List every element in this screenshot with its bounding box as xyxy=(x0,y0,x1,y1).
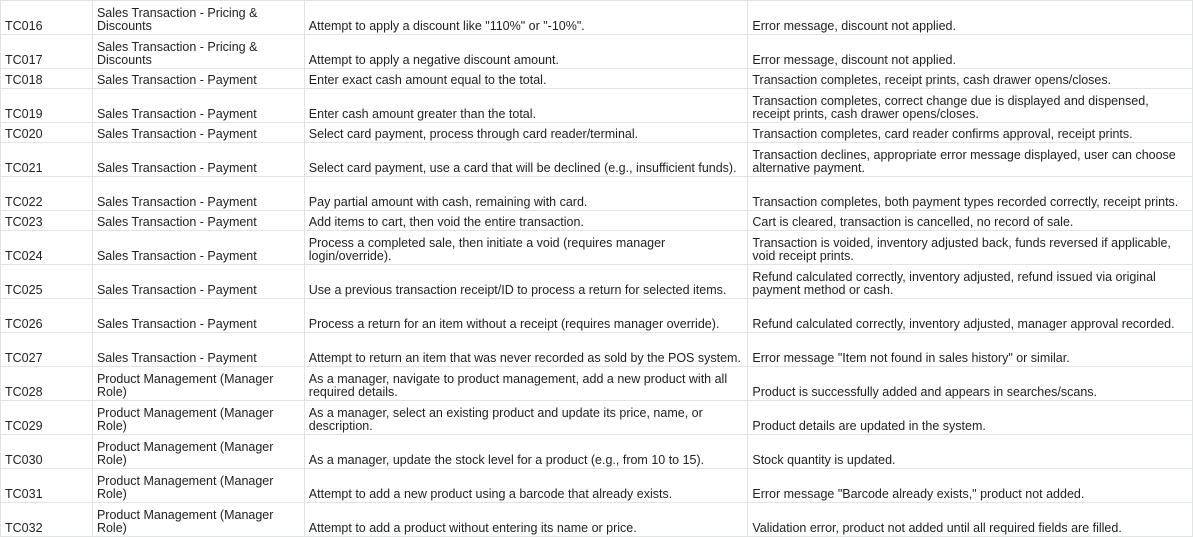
cell-test-id[interactable]: TC021 xyxy=(1,143,93,177)
cell-expected-result[interactable]: Validation error, product not added until all required fields are filled. xyxy=(748,503,1193,537)
cell-test-step[interactable]: As a manager, select an existing product and update its price, name, or description. xyxy=(304,401,748,435)
cell-expected-result[interactable]: Transaction is voided, inventory adjusted back, funds reversed if applicable, void receipt prints. xyxy=(748,231,1193,265)
cell-module[interactable]: Sales Transaction - Payment xyxy=(92,143,304,177)
cell-expected-result[interactable]: Transaction completes, receipt prints, cash drawer opens/closes. xyxy=(748,69,1193,89)
cell-module[interactable]: Product Management (Manager Role) xyxy=(92,401,304,435)
cell-expected-result[interactable]: Product is successfully added and appears in searches/scans. xyxy=(748,367,1193,401)
cell-test-step[interactable]: Add items to cart, then void the entire transaction. xyxy=(304,211,748,231)
cell-expected-result[interactable]: Error message "Item not found in sales history" or similar. xyxy=(748,333,1193,367)
cell-expected-result[interactable]: Transaction declines, appropriate error message displayed, user can choose alternative payment. xyxy=(748,143,1193,177)
table-row xyxy=(1,265,1193,299)
cell-test-step[interactable]: Enter cash amount greater than the total. xyxy=(304,89,748,123)
table-row xyxy=(1,69,1193,89)
cell-module[interactable]: Sales Transaction - Pricing & Discounts xyxy=(92,35,304,69)
cell-module[interactable]: Sales Transaction - Pricing & Discounts xyxy=(92,1,304,35)
table-row xyxy=(1,1,1193,35)
cell-test-step[interactable]: Select card payment, process through card reader/terminal. xyxy=(304,123,748,143)
table-row xyxy=(1,211,1193,231)
cell-expected-result[interactable]: Product details are updated in the system. xyxy=(748,401,1193,435)
cell-module[interactable]: Product Management (Manager Role) xyxy=(92,367,304,401)
cell-test-id[interactable]: TC017 xyxy=(1,35,93,69)
cell-module[interactable]: Sales Transaction - Payment xyxy=(92,89,304,123)
cell-test-step[interactable]: Process a return for an item without a receipt (requires manager override). xyxy=(304,299,748,333)
cell-test-id[interactable]: TC031 xyxy=(1,469,93,503)
table-row xyxy=(1,89,1193,123)
cell-test-id[interactable]: TC023 xyxy=(1,211,93,231)
cell-test-id[interactable]: TC028 xyxy=(1,367,93,401)
table-row xyxy=(1,35,1193,69)
cell-test-id[interactable]: TC022 xyxy=(1,177,93,211)
cell-module[interactable]: Product Management (Manager Role) xyxy=(92,469,304,503)
cell-test-id[interactable]: TC027 xyxy=(1,333,93,367)
cell-test-id[interactable]: TC018 xyxy=(1,69,93,89)
cell-module[interactable]: Sales Transaction - Payment xyxy=(92,69,304,89)
cell-expected-result[interactable]: Error message, discount not applied. xyxy=(748,1,1193,35)
table-row xyxy=(1,123,1193,143)
cell-module[interactable]: Sales Transaction - Payment xyxy=(92,333,304,367)
cell-module[interactable]: Sales Transaction - Payment xyxy=(92,265,304,299)
cell-test-id[interactable]: TC024 xyxy=(1,231,93,265)
table-row xyxy=(1,435,1193,469)
cell-expected-result[interactable]: Error message, discount not applied. xyxy=(748,35,1193,69)
cell-test-step[interactable]: As a manager, update the stock level for a product (e.g., from 10 to 15). xyxy=(304,435,748,469)
cell-test-step[interactable]: Use a previous transaction receipt/ID to process a return for selected items. xyxy=(304,265,748,299)
table-row xyxy=(1,503,1193,537)
cell-test-step[interactable]: Process a completed sale, then initiate a void (requires manager login/override). xyxy=(304,231,748,265)
cell-test-id[interactable]: TC025 xyxy=(1,265,93,299)
cell-test-step[interactable]: Select card payment, use a card that will be declined (e.g., insufficient funds). xyxy=(304,143,748,177)
cell-module[interactable]: Sales Transaction - Payment xyxy=(92,299,304,333)
table-row xyxy=(1,401,1193,435)
cell-test-id[interactable]: TC019 xyxy=(1,89,93,123)
cell-test-step[interactable]: Enter exact cash amount equal to the total. xyxy=(304,69,748,89)
table-row xyxy=(1,333,1193,367)
sheet-body xyxy=(1,1,1193,537)
cell-expected-result[interactable]: Stock quantity is updated. xyxy=(748,435,1193,469)
cell-test-step[interactable]: Attempt to add a new product using a barcode that already exists. xyxy=(304,469,748,503)
table-row xyxy=(1,299,1193,333)
table-row xyxy=(1,177,1193,211)
table-row xyxy=(1,231,1193,265)
cell-test-step[interactable]: Attempt to add a product without entering its name or price. xyxy=(304,503,748,537)
cell-module[interactable]: Sales Transaction - Payment xyxy=(92,231,304,265)
cell-module[interactable]: Sales Transaction - Payment xyxy=(92,177,304,211)
cell-module[interactable]: Product Management (Manager Role) xyxy=(92,435,304,469)
cell-expected-result[interactable]: Transaction completes, both payment types recorded correctly, receipt prints. xyxy=(748,177,1193,211)
table-row xyxy=(1,143,1193,177)
cell-module[interactable]: Sales Transaction - Payment xyxy=(92,123,304,143)
cell-test-step[interactable]: Attempt to return an item that was never recorded as sold by the POS system. xyxy=(304,333,748,367)
cell-expected-result[interactable]: Transaction completes, card reader confirms approval, receipt prints. xyxy=(748,123,1193,143)
cell-module[interactable]: Product Management (Manager Role) xyxy=(92,503,304,537)
cell-test-step[interactable]: Pay partial amount with cash, remaining with card. xyxy=(304,177,748,211)
cell-test-step[interactable]: Attempt to apply a negative discount amount. xyxy=(304,35,748,69)
table-row xyxy=(1,469,1193,503)
cell-expected-result[interactable]: Cart is cleared, transaction is cancelled, no record of sale. xyxy=(748,211,1193,231)
cell-test-id[interactable]: TC030 xyxy=(1,435,93,469)
cell-expected-result[interactable]: Error message "Barcode already exists," product not added. xyxy=(748,469,1193,503)
cell-test-id[interactable]: TC032 xyxy=(1,503,93,537)
cell-module[interactable]: Sales Transaction - Payment xyxy=(92,211,304,231)
cell-test-id[interactable]: TC029 xyxy=(1,401,93,435)
cell-test-step[interactable]: Attempt to apply a discount like "110%" or "-10%". xyxy=(304,1,748,35)
cell-expected-result[interactable]: Refund calculated correctly, inventory adjusted, refund issued via original payment method or cash. xyxy=(748,265,1193,299)
cell-test-id[interactable]: TC016 xyxy=(1,1,93,35)
cell-test-id[interactable]: TC026 xyxy=(1,299,93,333)
cell-expected-result[interactable]: Refund calculated correctly, inventory adjusted, manager approval recorded. xyxy=(748,299,1193,333)
cell-expected-result[interactable]: Transaction completes, correct change due is displayed and dispensed, receipt prints, cash drawer opens/closes. xyxy=(748,89,1193,123)
table-row xyxy=(1,367,1193,401)
cell-test-id[interactable]: TC020 xyxy=(1,123,93,143)
cell-test-step[interactable]: As a manager, navigate to product management, add a new product with all required details. xyxy=(304,367,748,401)
